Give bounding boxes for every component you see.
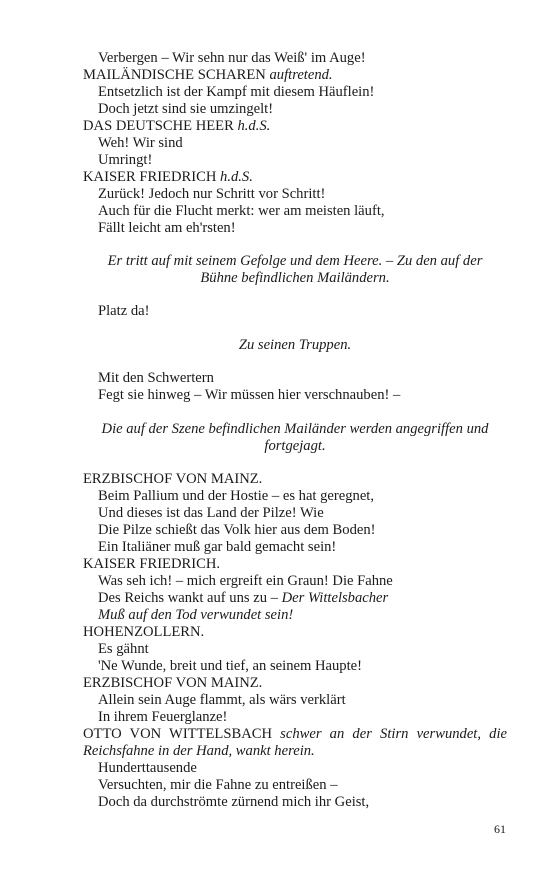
speaker-line bbox=[83, 67, 507, 84]
verse-line: Mit den Schwertern bbox=[98, 370, 214, 386]
dialogue-section-2 bbox=[83, 370, 507, 404]
verse-line: Allein sein Auge flammt, als wärs verklärt bbox=[98, 692, 346, 708]
verse-line: Es gähnt bbox=[98, 641, 149, 657]
speaker-name: OTTO VON WITTELSBACH bbox=[83, 726, 273, 742]
verse-line: Zurück! Jedoch nur Schritt vor Schritt! bbox=[98, 186, 326, 202]
verse-line: Doch jetzt sind sie umzingelt! bbox=[98, 101, 274, 117]
verse-line: Weh! Wir sind bbox=[98, 135, 183, 151]
verse-line: Umringt! bbox=[98, 152, 153, 168]
stage-direction: h.d.S. bbox=[216, 169, 253, 185]
dialogue-section-3 bbox=[83, 471, 507, 811]
speaker-name: KAISER FRIEDRICH bbox=[83, 169, 217, 185]
speaker-name: ERZBISCHOF VON MAINZ. bbox=[83, 471, 263, 487]
speaker-line bbox=[83, 169, 507, 186]
verse-block-platz bbox=[83, 303, 507, 320]
verse-line: Die Pilze schießt das Volk hier aus dem Boden! bbox=[98, 522, 376, 538]
stage-direction: Reichsfahne in der Hand, wankt herein. bbox=[83, 743, 315, 759]
verse-line: Beim Pallium und der Hostie – es hat geregnet, bbox=[98, 488, 375, 504]
verse-line bbox=[83, 590, 507, 607]
verse-line: Muß auf den Tod verwundet sein! bbox=[98, 607, 294, 623]
stage-direction-block-3 bbox=[88, 421, 502, 455]
speaker-name: DAS DEUTSCHE HEER bbox=[83, 118, 234, 134]
verse-line: In ihrem Feuerglanze! bbox=[98, 709, 228, 725]
verse-line: Ein Italiäner muß gar bald gemacht sein! bbox=[98, 539, 337, 555]
verse-text: Des Reichs wankt auf uns zu – bbox=[98, 590, 282, 606]
stage-direction-block-2 bbox=[83, 337, 507, 354]
stage-direction: h.d.S. bbox=[233, 118, 271, 134]
verse-line: Auch für die Flucht merkt: wer am meisten läuft, bbox=[98, 203, 385, 219]
speaker-line bbox=[83, 118, 507, 135]
speaker-name: KAISER FRIEDRICH. bbox=[83, 556, 221, 572]
stage-direction: schwer an der Stirn verwundet, die bbox=[272, 726, 507, 742]
verse-line: Platz da! bbox=[98, 303, 150, 319]
stage-direction-block-1 bbox=[88, 253, 502, 287]
speaker-name: HOHENZOLLERN. bbox=[83, 624, 205, 640]
stage-direction: auftretend. bbox=[265, 67, 333, 83]
verse-line: 'Ne Wunde, breit und tief, an seinem Haupte! bbox=[98, 658, 362, 674]
stage-direction: Er tritt auf mit seinem Gefolge und dem Heere. – Zu den auf der Bühne befindlichen Mailändern. bbox=[107, 253, 483, 286]
dialogue-section-1 bbox=[83, 50, 507, 237]
speaker-name: ERZBISCHOF VON MAINZ. bbox=[83, 675, 263, 691]
verse-line: Und dieses ist das Land der Pilze! Wie bbox=[98, 505, 324, 521]
verse-line: Fällt leicht am eh'rsten! bbox=[98, 220, 236, 236]
verse-line: Fegt sie hinweg – Wir müssen hier verschnauben! – bbox=[98, 387, 401, 403]
stage-direction: Der Wittelsbacher bbox=[281, 590, 389, 606]
verse-line: Versuchten, mir die Fahne zu entreißen – bbox=[98, 777, 338, 793]
verse-line: Hunderttausende bbox=[98, 760, 197, 776]
page-number: 61 bbox=[494, 822, 506, 836]
stage-direction: Die auf der Szene befindlichen Mailänder werden angegriffen und fortgejagt. bbox=[101, 421, 489, 454]
speaker-line bbox=[83, 726, 507, 743]
verse-line: Was seh ich! – mich ergreift ein Graun! Die Fahne bbox=[98, 573, 393, 589]
speaker-name: MAILÄNDISCHE SCHAREN bbox=[83, 67, 266, 83]
verse-line: Entsetzlich ist der Kampf mit diesem Häuflein! bbox=[98, 84, 375, 100]
verse-line: Verbergen – Wir sehn nur das Weiß' im Auge! bbox=[98, 50, 366, 66]
verse-line: Doch da durchströmte zürnend mich ihr Geist, bbox=[98, 794, 370, 810]
stage-direction: Zu seinen Truppen. bbox=[238, 337, 352, 353]
